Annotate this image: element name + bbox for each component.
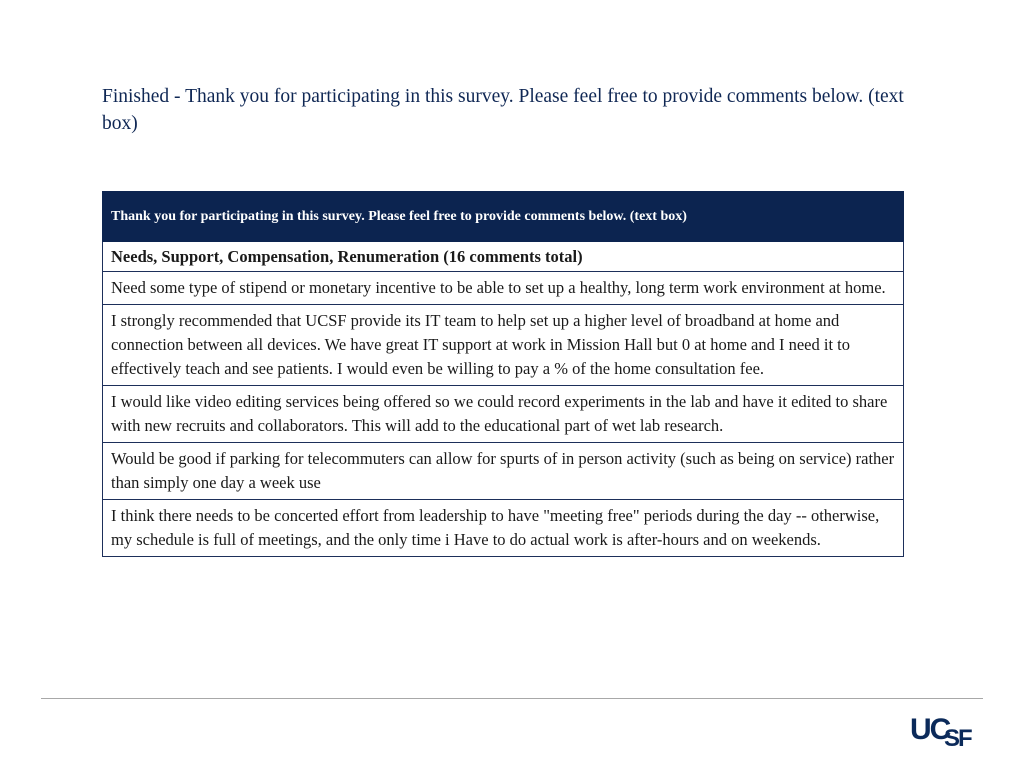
- table-row: [103, 443, 904, 500]
- comments-table: [102, 191, 904, 557]
- comment-text: I think there needs to be concerted effort from leadership to have "meeting free" periods during the day -- otherwise, my schedule is full of meetings, and the only time i Have to do actual work is after-hours and on weekends.: [103, 500, 904, 557]
- slide-title: Finished - Thank you for participating in this survey. Please feel free to provide comments below. (text box): [102, 86, 904, 134]
- comment-text: Need some type of stipend or monetary incentive to be able to set up a healthy, long term work environment at home.: [103, 272, 904, 305]
- footer-divider: [41, 698, 983, 699]
- table-row: [103, 272, 904, 305]
- comment-text: Would be good if parking for telecommuters can allow for spurts of in person activity (such as being on service) rather than simply one day a week use: [103, 443, 904, 500]
- ucsf-logo: [910, 715, 990, 755]
- table-header-row: [103, 192, 904, 242]
- logo-sf: SF: [944, 725, 971, 752]
- table-row: [103, 305, 904, 386]
- table-row: [103, 386, 904, 443]
- comment-text: I strongly recommended that UCSF provide its IT team to help set up a higher level of broadband at home and connection between all devices. We have great IT support at work in Mission Hall but 0 at home and I need it to effectively teach and see patients. I would even be willing to pay a % of the home consultation fee.: [103, 305, 904, 386]
- category-label: Needs, Support, Compensation, Renumeration (16 comments total): [103, 242, 904, 272]
- logo-uc: UC: [910, 713, 950, 746]
- comment-text: I would like video editing services being offered so we could record experiments in the lab and have it edited to share with new recruits and collaborators. This will add to the educational part of wet lab research.: [103, 386, 904, 443]
- table-header: Thank you for participating in this survey. Please feel free to provide comments below. (text box): [103, 192, 904, 242]
- category-row: [103, 242, 904, 272]
- table-row: [103, 500, 904, 557]
